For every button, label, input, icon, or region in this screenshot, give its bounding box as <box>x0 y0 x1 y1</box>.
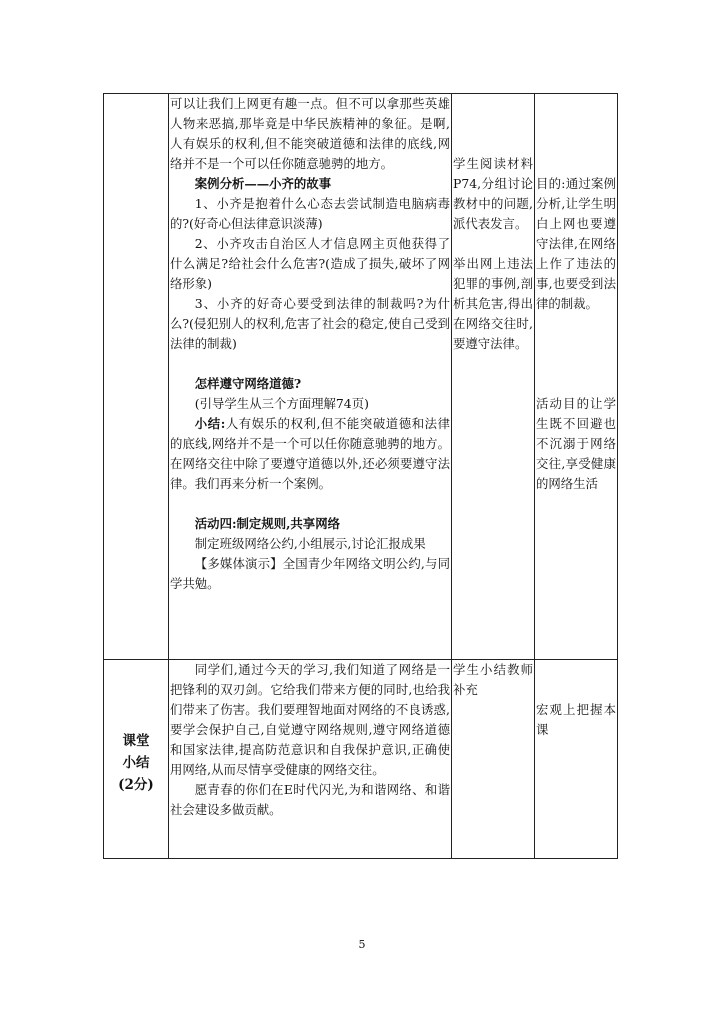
student-activity-cell <box>452 660 535 859</box>
design-intent-1: 目的:通过案例分析,让学生明白上网也要遵守法律,在网络上作了违法的事,也要受到法律的制裁。 <box>536 176 616 311</box>
case-analysis-heading: 案例分析——小齐的故事 <box>194 176 332 191</box>
design-intent-2: 活动目的让学生既不回避也不沉溺于网络交往,享受健康的网络生活 <box>536 396 616 491</box>
spacer <box>536 314 616 394</box>
question-3: 3、小齐的好奇心要受到法律的制裁吗?为什么?(侵犯别人的权利,危害了社会的稳定,使自己受到法律的制裁) <box>170 296 450 351</box>
question-2: 2、小齐攻击自治区人才信息网主页他获得了什么满足?给社会什么危害?(造成了损失,破坏了网络形象) <box>170 236 450 291</box>
spacer <box>536 94 616 174</box>
summary-text: 人有娱乐的权利,但不能突破道德和法律的底线,网络并不是一个可以任你随意驰骋的地方。在网络交往中除了要遵守道德以外,还必须要遵守法律。我们再来分析一个案例。 <box>170 416 450 491</box>
question-1: 1、小齐是抱着什么心态去尝试制造电脑病毒的?(好奇心但法律意识淡薄) <box>170 196 450 231</box>
teacher-content-cell <box>169 94 452 660</box>
closing-paragraph: 愿青春的你们在E时代闪光,为和谐网络、和谐社会建设多做贡献。 <box>170 782 450 817</box>
table-row <box>104 94 618 660</box>
guide-note: (引导学生从三个方面理解74页) <box>194 396 369 411</box>
conclusion-paragraph: 同学们,通过今天的学习,我们知道了网络是一把锋利的双刃剑。它给我们带来方便的同时,也给我们带来了伤害。我们要理智地面对网络的不良诱惑,要学会保护自己,自觉遵守网络规则,遵守网络道德和国家法律,提高防范意识和自我保护意识,正确使用网络,从而尽情享受健康的网络交往。 <box>170 662 450 777</box>
design-intent-summary: 宏观上把握本课 <box>536 702 616 737</box>
student-activity-1: 学生阅读材料P74,分组讨论教材中的问题,派代表发言。 <box>453 156 533 231</box>
activity-four-text: 制定班级网络公约,小组展示,讨论汇报成果 <box>194 536 426 551</box>
ethics-heading: 怎样遵守网络道德? <box>194 376 302 391</box>
spacer <box>536 660 616 700</box>
section-label-cell <box>104 94 169 660</box>
section-label <box>105 660 167 796</box>
section-label-cell <box>104 660 169 859</box>
section-label-line: (2分) <box>118 777 154 793</box>
multimedia-text: 【多媒体演示】全国青少年网络文明公约,与同学共勉。 <box>170 556 450 591</box>
design-intent-cell <box>535 660 618 859</box>
intro-paragraph: 可以让我们上网更有趣一点。但不可以拿那些英雄人物来恶搞,那毕竟是中华民族精神的象征。是啊,人有娱乐的权利,但不能突破道德和法律的底线,网络并不是一个可以任你随意驰骋的地方。 <box>170 96 450 171</box>
lesson-plan-table <box>103 93 618 859</box>
page-number: 5 <box>358 938 366 951</box>
student-activity-2: 举出网上违法犯罪的事例,剖析其危害,得出在网络交往时,要遵守法律。 <box>453 256 533 351</box>
summary-paragraph <box>170 414 450 494</box>
table-row <box>104 660 618 859</box>
section-label-line: 课堂 <box>122 733 150 749</box>
design-intent-cell <box>535 94 618 660</box>
spacer <box>453 234 533 254</box>
summary-lead: 小结: <box>194 416 226 431</box>
spacer <box>453 94 533 154</box>
teacher-content-cell <box>169 660 452 859</box>
student-activity-summary: 学生小结教师补充 <box>453 662 533 697</box>
spacer <box>170 494 450 514</box>
section-label-line: 小结 <box>122 755 150 771</box>
student-activity-cell <box>452 94 535 660</box>
spacer <box>170 354 450 374</box>
activity-four-heading: 活动四:制定规则,共享网络 <box>194 516 340 531</box>
